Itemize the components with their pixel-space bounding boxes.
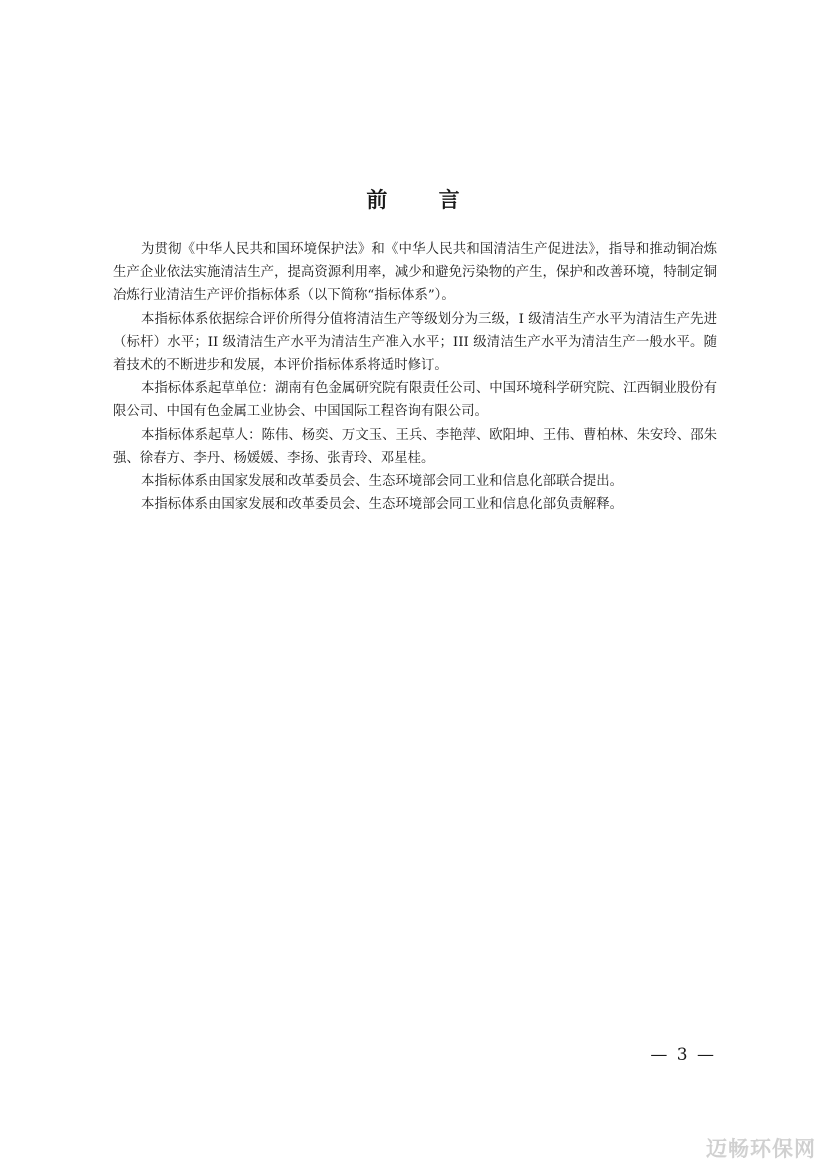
paragraph-grading: 本指标体系依据综合评价所得分值将清洁生产等级划分为三级，I 级清洁生产水平为清洁生产先进（标杆）水平；II 级清洁生产水平为清洁生产准入水平；III 级清洁生产水平为清洁生产一般水平。随着技术的不断进步和发展，本评价指标体系将适时修订。 — [113, 311, 717, 374]
paragraph-interpreted-by: 本指标体系由国家发展和改革委员会、生态环境部会同工业和信息化部负责解释。 — [141, 497, 624, 513]
watermark-logo: 迈畅环保网 — [706, 1137, 816, 1161]
page-title: 前 言 — [366, 187, 482, 212]
paragraph-drafters: 本指标体系起草人：陈伟、杨奕、万文玉、王兵、李艳萍、欧阳坤、王伟、曹柏林、朱安玲、邵朱强、徐春方、李丹、杨媛媛、李扬、张青玲、邓星桂。 — [113, 427, 717, 466]
paragraph-proposed-by: 本指标体系由国家发展和改革委员会、生态环境部会同工业和信息化部联合提出。 — [141, 474, 624, 490]
paragraph-drafting-units: 本指标体系起草单位：湖南有色金属研究院有限责任公司、中国环境科学研究院、江西铜业股份有限公司、中国有色金属工业协会、中国国际工程咨询有限公司。 — [113, 381, 717, 420]
preface-body — [113, 238, 717, 516]
page-number: — 3 — — [650, 1045, 716, 1065]
paragraph-purpose: 为贯彻《中华人民共和国环境保护法》和《中华人民共和国清洁生产促进法》，指导和推动铜冶炼生产企业依法实施清洁生产，提高资源利用率，减少和避免污染物的产生，保护和改善环境，特制定铜冶炼行业清洁生产评价指标体系（以下简称“指标体系”）。 — [113, 242, 717, 304]
